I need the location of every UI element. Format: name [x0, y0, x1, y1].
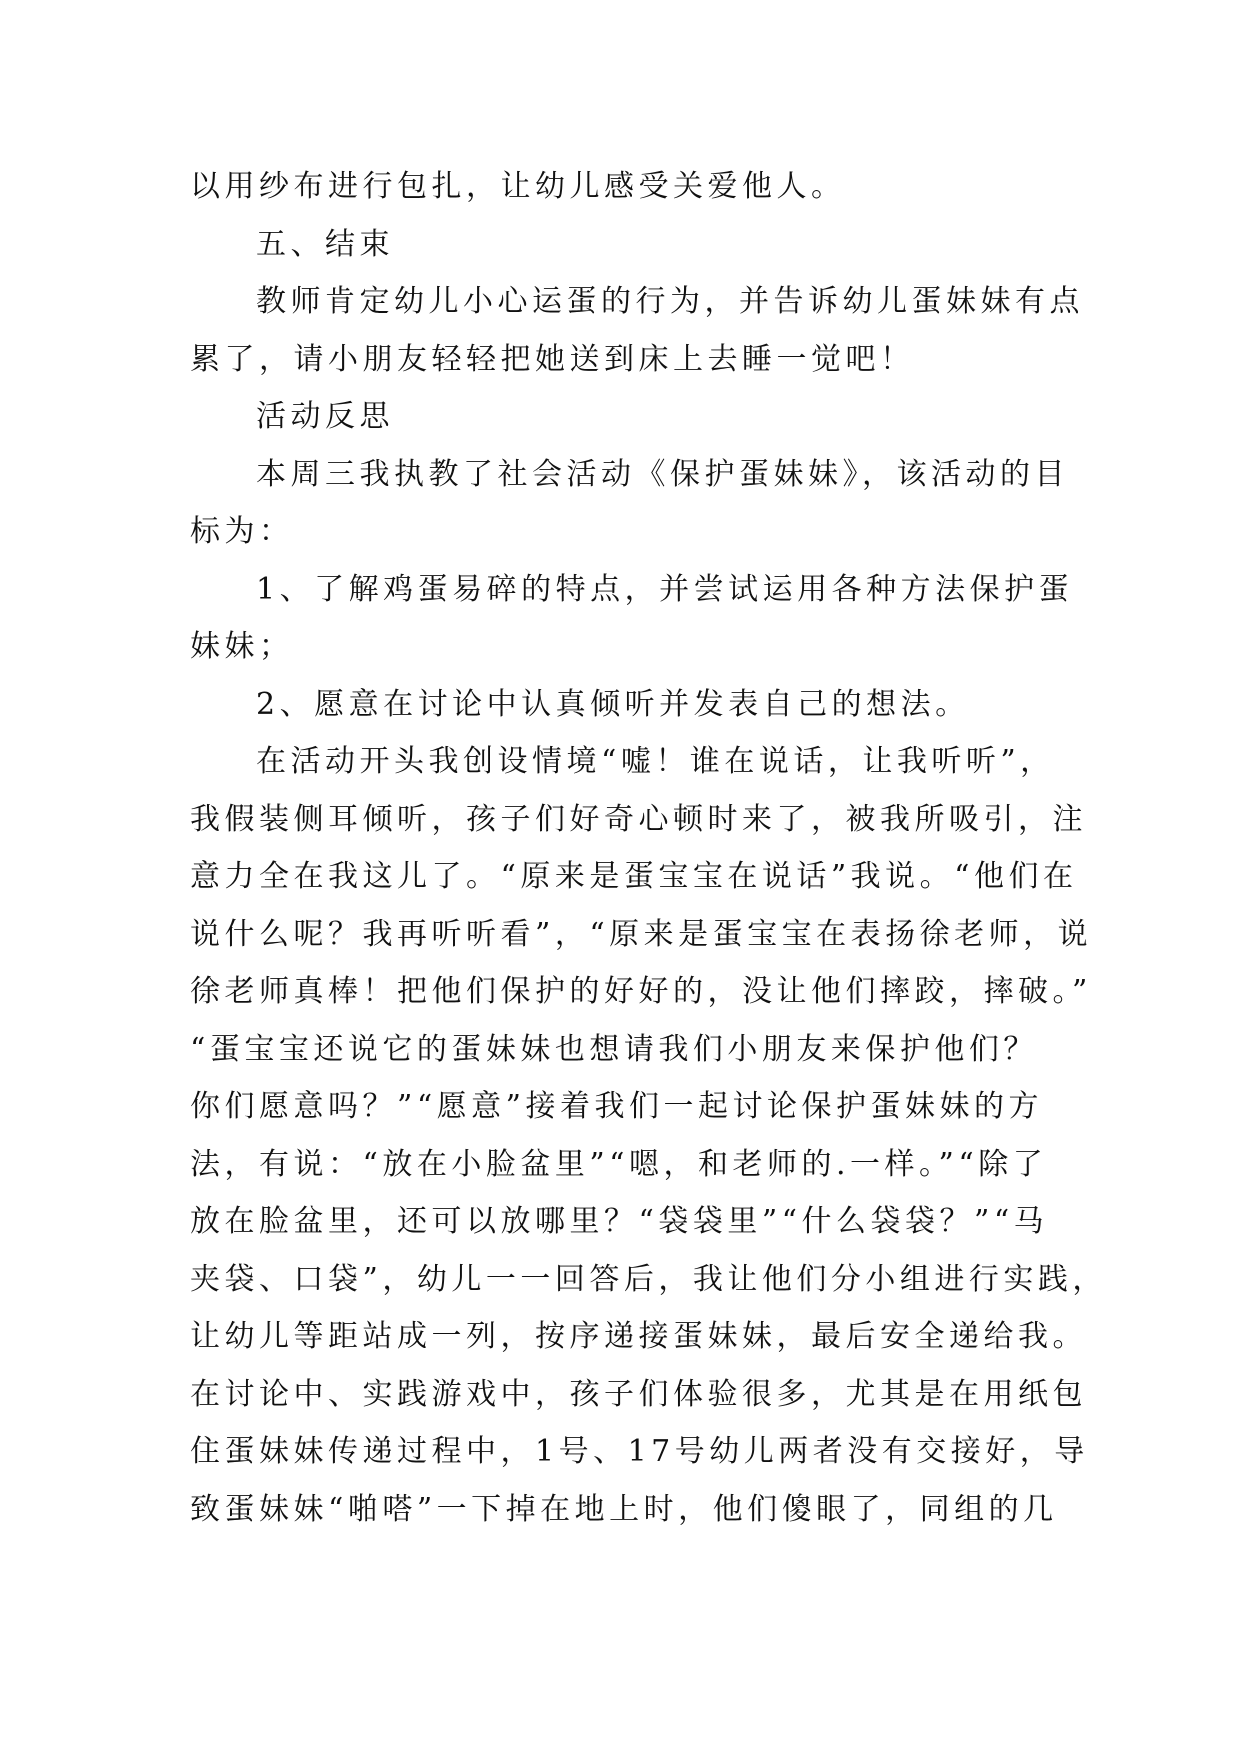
text-line: 夹袋、口袋”，幼儿一一回答后，我让他们分小组进行实践，: [190, 1261, 1107, 1297]
text-line: 致蛋妹妹“啪嗒”一下掉在地上时，他们傻眼了，同组的几: [190, 1491, 1058, 1527]
section-heading: 五、结束: [256, 226, 394, 262]
list-item: 1、了解鸡蛋易碎的特点，并尝试运用各种方法保护蛋: [256, 571, 1074, 607]
text-line: 放在脸盆里，还可以放哪里？“袋袋里”“什么袋袋？”“马: [190, 1204, 1049, 1239]
text-line: 住蛋妹妹传递过程中，1号、17号幼儿两者没有交接好，导: [190, 1434, 1089, 1469]
text-line: “蛋宝宝还说它的蛋妹妹也想请我们小朋友来保护他们？: [190, 1031, 1038, 1067]
text-line: 意力全在我这儿了。“原来是蛋宝宝在说话”我说。“他们在: [190, 859, 1078, 894]
text-line: 说什么呢？我再听听看”，“原来是蛋宝宝在表扬徐老师，说: [190, 916, 1093, 952]
text-line: 以用纱布进行包扎，让幼儿感受关爱他人。: [190, 169, 846, 204]
text-line: 累了，请小朋友轻轻把她送到床上去睡一觉吧！: [190, 341, 915, 377]
text-line: 我假装侧耳倾听，孩子们好奇心顿时来了，被我所吸引，注: [190, 801, 1087, 837]
section-heading: 活动反思: [256, 399, 394, 434]
text-line: 教师肯定幼儿小心运蛋的行为，并告诉幼儿蛋妹妹有点: [256, 284, 1084, 319]
text-line: 妹妹；: [190, 629, 294, 664]
text-line: 你们愿意吗？”“愿意”接着我们一起讨论保护蛋妹妹的方: [190, 1089, 1044, 1124]
text-line: 徐老师真棒！把他们保护的好好的，没让他们摔跤，摔破。”: [190, 974, 1092, 1009]
text-line: 本周三我执教了社会活动《保护蛋妹妹》，该活动的目: [256, 456, 1069, 492]
text-line: 标为：: [190, 514, 294, 549]
text-line: 在活动开头我创设情境“嘘！谁在说话，让我听听”，: [256, 744, 1055, 779]
list-item: 2、愿意在讨论中认真倾听并发表自己的想法。: [256, 686, 970, 722]
document-body: [190, 158, 1107, 1538]
text-line: 让幼儿等距站成一列，按序递接蛋妹妹，最后安全递给我。: [190, 1319, 1087, 1354]
text-line: 在讨论中、实践游戏中，孩子们体验很多，尤其是在用纸包: [190, 1376, 1087, 1412]
text-line: 法，有说：“放在小脸盆里”“嗯，和老师的.一样。”“除了: [190, 1146, 1048, 1182]
